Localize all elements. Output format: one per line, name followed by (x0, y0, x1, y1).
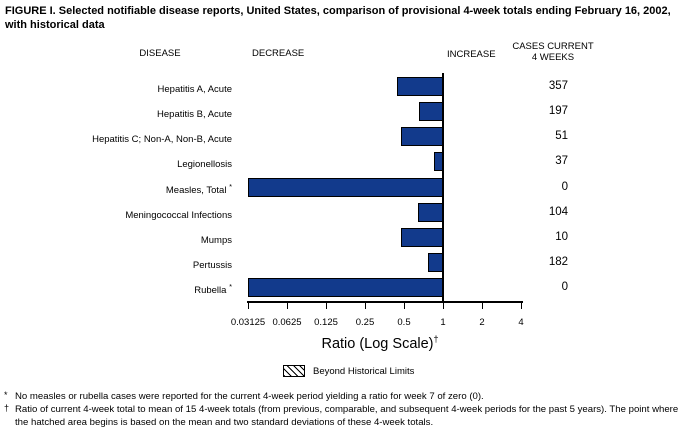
cases-current-value: 357 (548, 80, 568, 92)
x-axis-tick-label: 0.0625 (272, 317, 302, 328)
disease-label (0, 156, 232, 170)
ratio-bar (401, 228, 443, 247)
disease-label-text: Mumps (200, 234, 232, 246)
x-axis-tick-label: 0.125 (314, 317, 338, 328)
disease-label (0, 207, 232, 221)
x-axis-tick-label: 0.25 (355, 317, 375, 328)
cases-current-value: 182 (548, 256, 568, 269)
cases-current-value: 0 (561, 180, 568, 193)
cases-current-value: 10 (555, 230, 568, 243)
x-axis-tick (248, 303, 249, 309)
figure-title-line1: FIGURE I. Selected notifiable disease reports, United States, comparison of provisional 4-week totals ending February 16, 2002, (5, 5, 671, 17)
disease-label-text: Legionellosis (177, 159, 232, 171)
disease-label (0, 257, 232, 271)
disease-label-text: Rubella (194, 285, 227, 297)
x-axis-tick (326, 303, 327, 309)
legend-label: Beyond Historical Limits (313, 366, 415, 377)
disease-label (0, 131, 232, 145)
ratio-bar (397, 77, 443, 96)
column-header-cases-line2: 4 WEEKS (531, 52, 575, 63)
ratio-bar (428, 253, 443, 272)
disease-label-text: Hepatitis A, Acute (157, 84, 232, 95)
footnote-text: Ratio of current 4-week total to mean of 15 4-week totals (from previous, comparable, and subsequent 4-week periods for the past 5 years). The point where the hatched area begins is based on the mean and two standard deviations of these 4-week totals. (15, 404, 679, 428)
disease-label-text: Pertussis (192, 260, 232, 272)
footnote (4, 403, 685, 429)
cases-current-value: 104 (548, 205, 568, 218)
ratio-bar (401, 127, 443, 146)
disease-label (0, 81, 232, 95)
disease-label (0, 232, 232, 246)
ratio-one-baseline (442, 73, 444, 302)
x-axis-tick (521, 303, 522, 309)
disease-label (0, 182, 232, 196)
ratio-bar (419, 102, 443, 121)
disease-label-text: Meningococcal Infections (125, 209, 232, 221)
column-header-disease: DISEASE (139, 48, 181, 59)
ratio-bar (418, 203, 443, 222)
disease-footnote-marker: * (229, 282, 232, 292)
ratio-bar (248, 178, 443, 197)
column-header-cases (503, 41, 603, 63)
x-axis-tick (287, 303, 288, 309)
disease-label (0, 282, 232, 296)
footnotes (4, 390, 685, 429)
cases-current-value: 0 (561, 281, 568, 294)
disease-label (0, 106, 232, 120)
footnote (4, 390, 685, 403)
footnote-marker: * (4, 390, 8, 400)
x-axis-tick (443, 303, 444, 309)
x-axis-tick (365, 303, 366, 309)
x-axis-tick-label: 4 (518, 317, 524, 328)
x-axis-tick-label: 1 (440, 317, 446, 328)
ratio-bar (248, 278, 443, 297)
disease-footnote-marker: * (229, 181, 232, 191)
column-header-decrease: DECREASE (252, 48, 305, 59)
column-header-cases-line1: CASES CURRENT (512, 41, 594, 52)
legend-hatch-swatch (283, 365, 305, 377)
x-axis-tick-label: 2 (479, 317, 485, 328)
x-axis-tick (404, 303, 405, 309)
x-axis-label (260, 334, 500, 352)
figure-title-line2: with historical data (5, 18, 105, 31)
disease-label-text: Measles, Total (165, 184, 227, 196)
x-axis-label-text: Ratio (Log Scale) (321, 336, 434, 352)
cases-current-value: 197 (548, 105, 568, 118)
column-header-increase: INCREASE (447, 49, 496, 60)
x-axis-tick (482, 303, 483, 309)
x-axis-tick-label: 0.03125 (230, 317, 266, 328)
x-axis-tick-label: 0.5 (397, 317, 411, 328)
figure-title (5, 5, 685, 32)
disease-label-text: Hepatitis C; Non-A, Non-B, Acute (92, 134, 232, 146)
footnote-marker: † (4, 403, 10, 413)
footnote-text: No measles or rubella cases were reported for the current 4-week period yielding a ratio for week 7 of zero (0). (15, 391, 484, 402)
disease-label-text: Hepatitis B, Acute (157, 109, 232, 121)
cases-current-value: 51 (555, 130, 568, 143)
cases-current-value: 37 (555, 155, 568, 168)
x-axis-label-dagger: † (433, 334, 439, 344)
